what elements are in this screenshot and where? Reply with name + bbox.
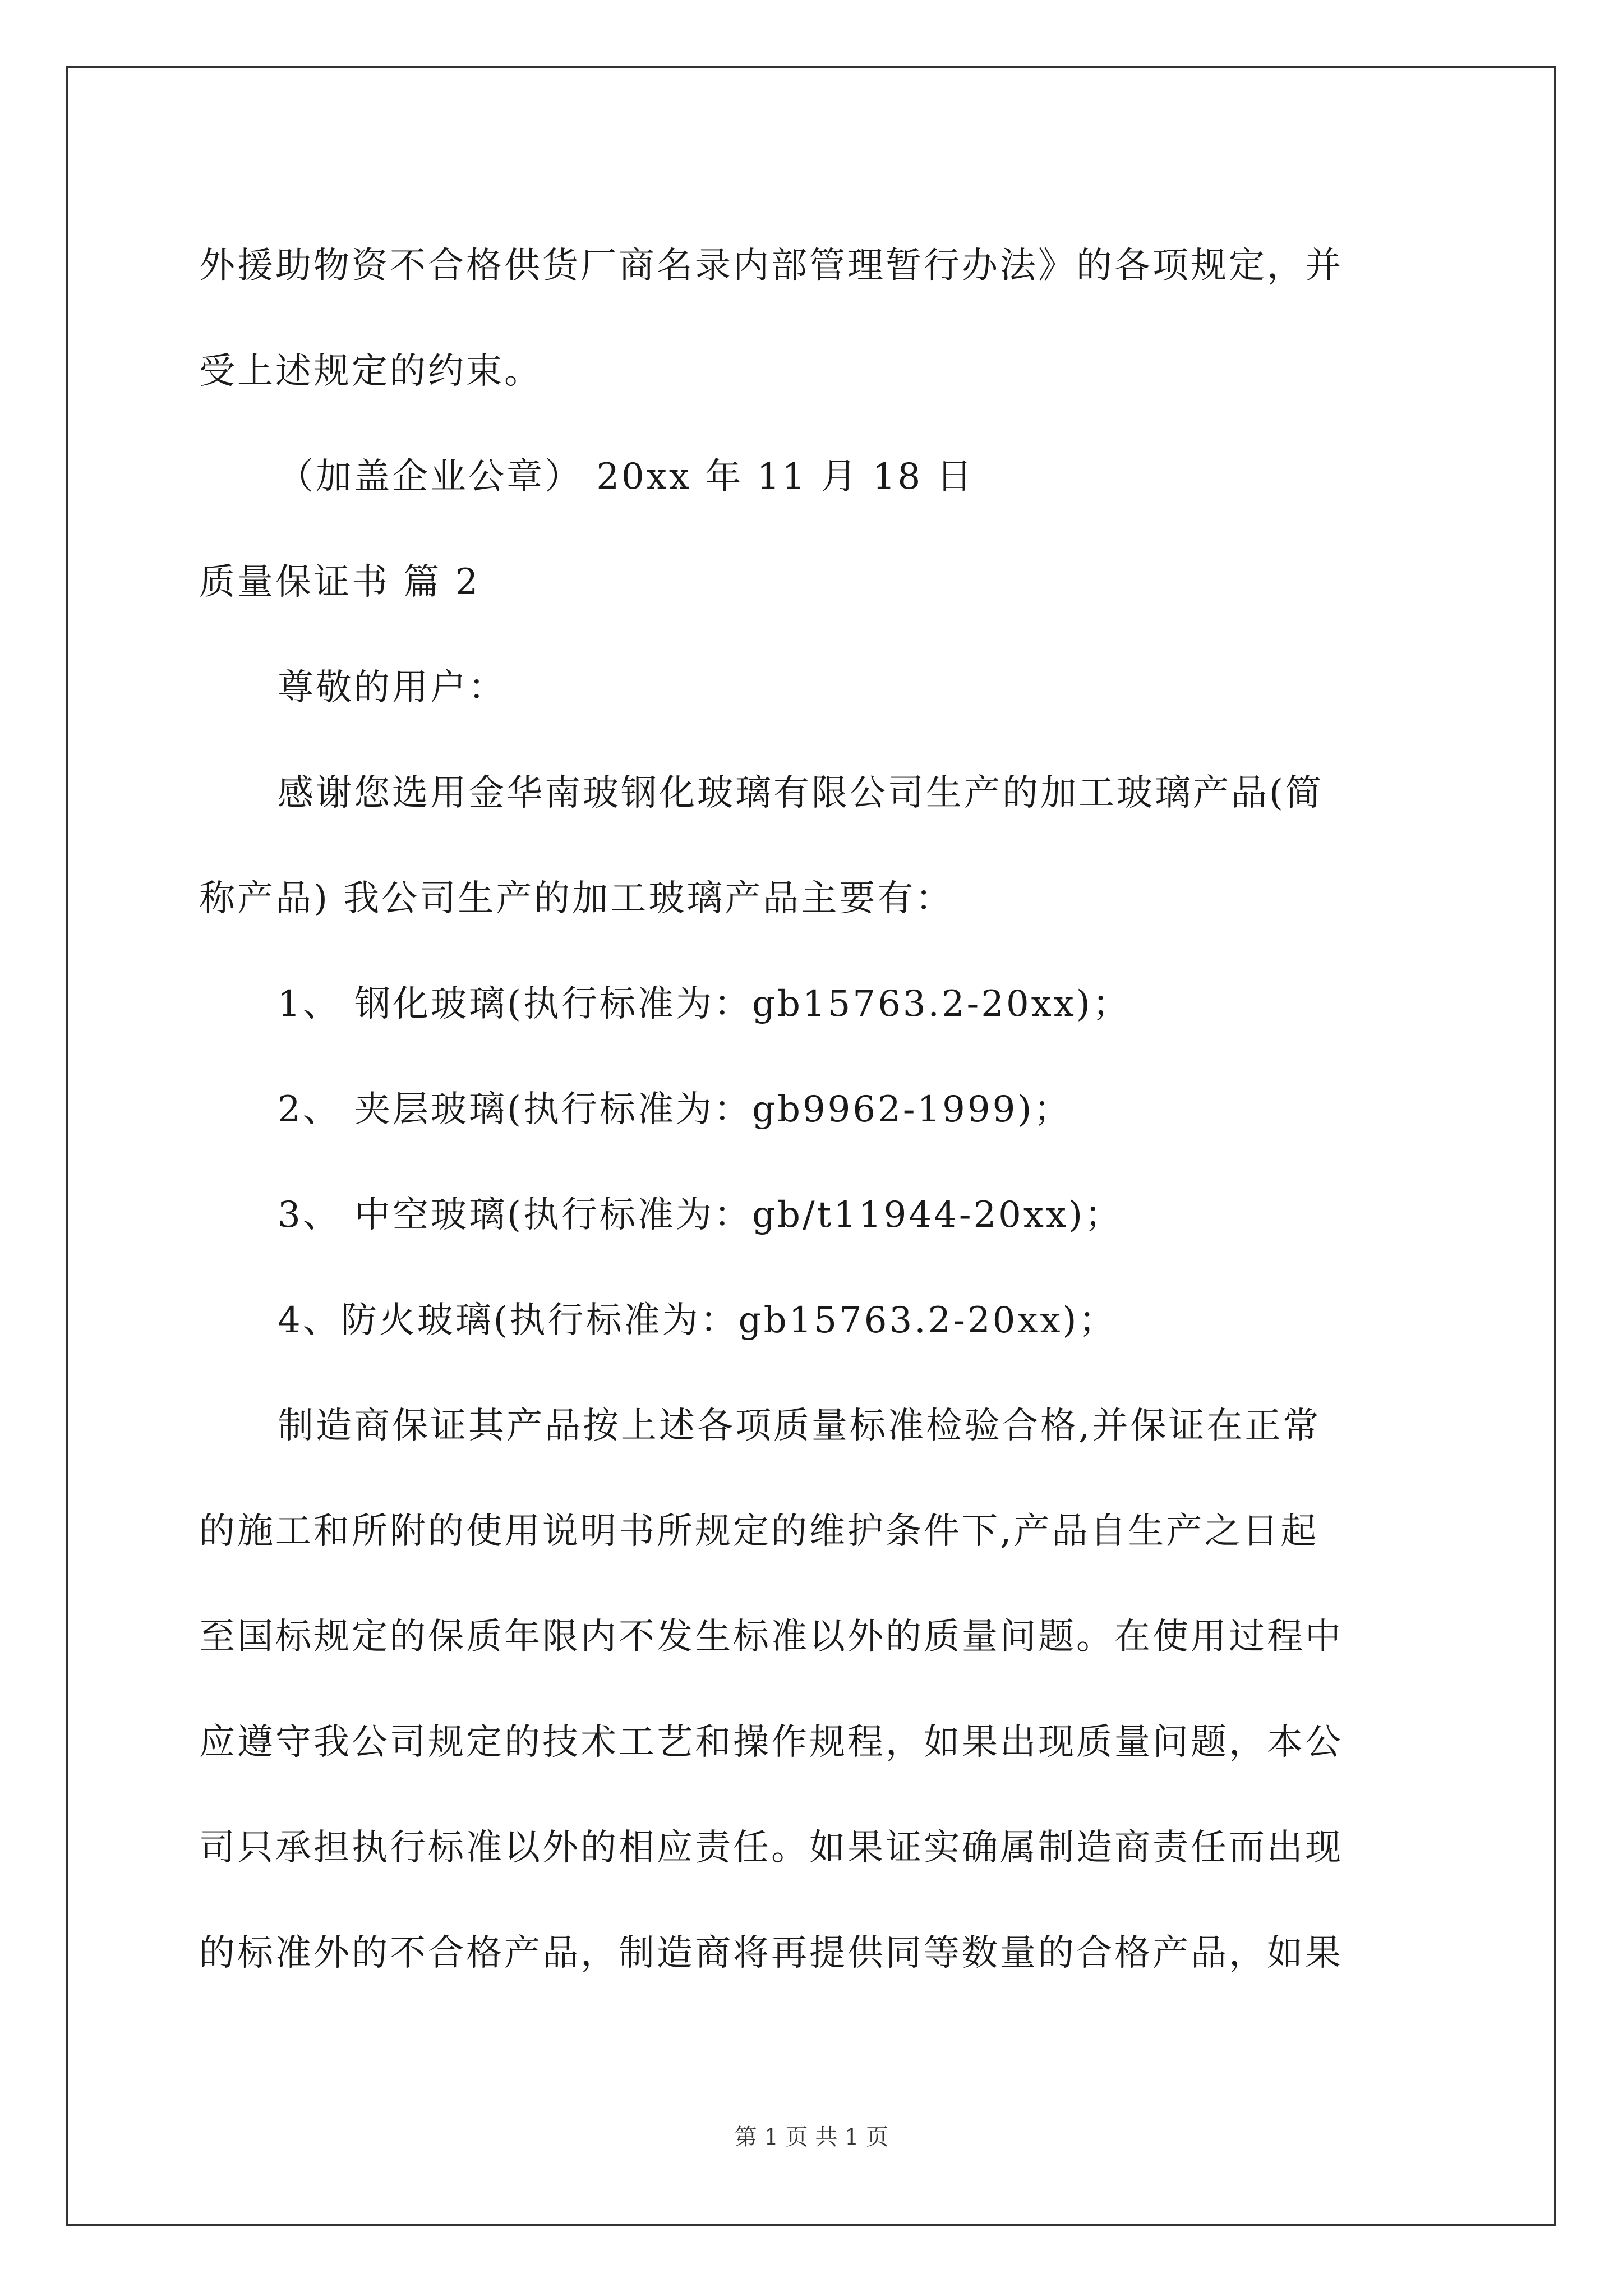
seal-date-line: （加盖企业公章） 20xx 年 11 月 18 日	[278, 456, 975, 498]
salutation: 尊敬的用户：	[278, 667, 506, 708]
document-body	[199, 213, 1433, 2006]
paragraph-line: 外援助物资不合格供货厂商名录内部管理暂行办法》的各项规定，并	[199, 245, 1343, 287]
paragraph-line: 应遵守我公司规定的技术工艺和操作规程，如果出现质量问题，本公	[199, 1722, 1343, 1763]
list-item: 1、 钢化玻璃(执行标准为：gb15763.2-20xx)；	[278, 983, 1131, 1025]
paragraph-line: 称产品) 我公司生产的加工玻璃产品主要有：	[199, 878, 954, 919]
paragraph-line: 至国标规定的保质年限内不发生标准以外的质量问题。在使用过程中	[199, 1616, 1343, 1658]
paragraph-line: 制造商保证其产品按上述各项质量标准检验合格,并保证在正常	[278, 1405, 1321, 1447]
list-item: 4、防火玻璃(执行标准为：gb15763.2-20xx)；	[278, 1300, 1117, 1341]
paragraph-line: 感谢您选用金华南玻钢化玻璃有限公司生产的加工玻璃产品(简	[278, 772, 1324, 814]
paragraph-line: 司只承担执行标准以外的相应责任。如果证实确属制造商责任而出现	[199, 1827, 1343, 1869]
section-heading: 质量保证书 篇 2	[199, 562, 481, 603]
paragraph-line: 的施工和所附的使用说明书所规定的维护条件下,产品自生产之日起	[199, 1511, 1319, 1552]
page-number-footer: 第 1 页 共 1 页	[734, 2124, 889, 2150]
paragraph-line: 受上述规定的约束。	[199, 351, 542, 392]
paragraph-line: 的标准外的不合格产品，制造商将再提供同等数量的合格产品，如果	[199, 1932, 1343, 1974]
list-item: 3、 中空玻璃(执行标准为：gb/t11944-20xx)；	[278, 1194, 1123, 1236]
list-item: 2、 夹层玻璃(执行标准为：gb9962-1999)；	[278, 1089, 1072, 1130]
